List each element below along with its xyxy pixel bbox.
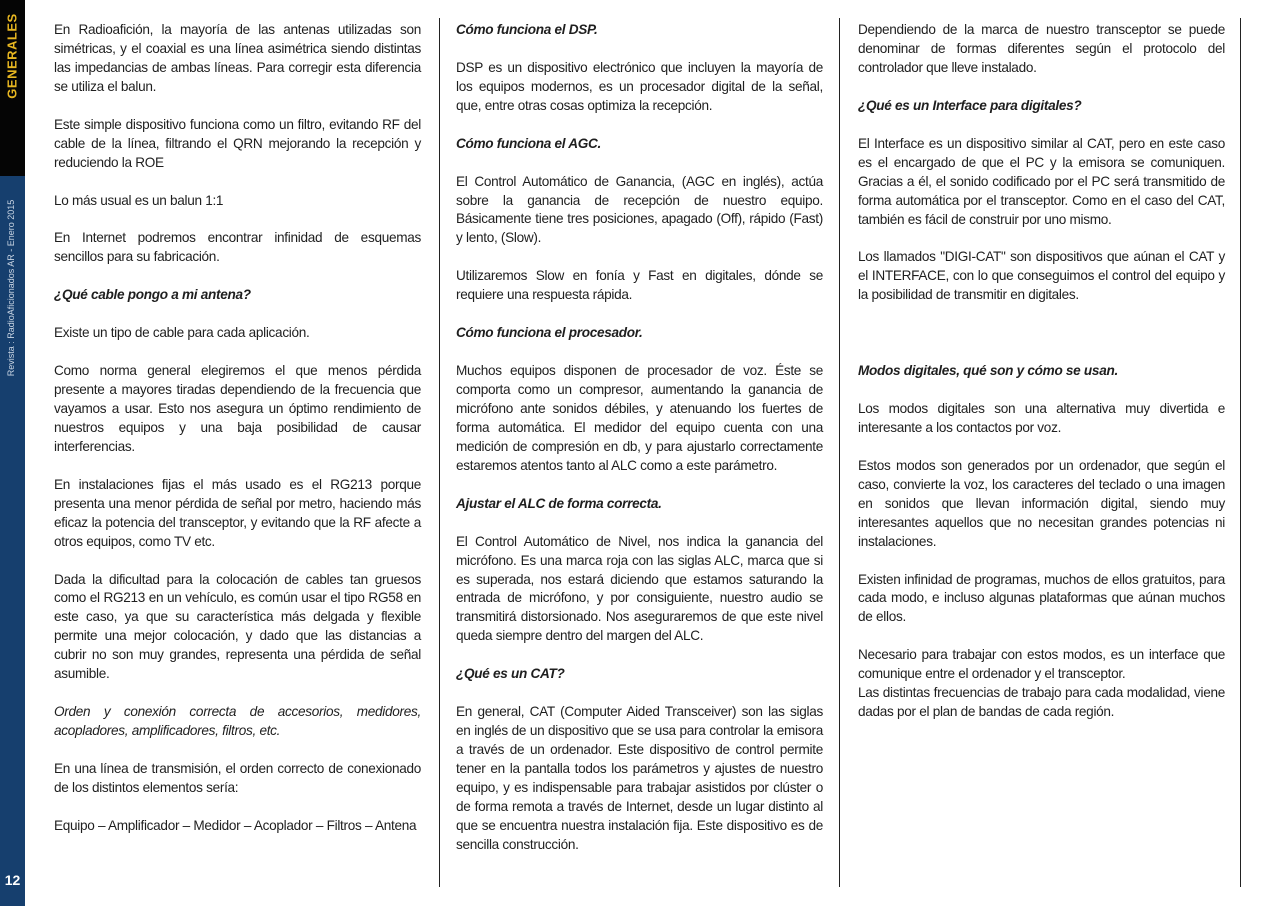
- paragraph: En general, CAT (Computer Aided Transceiver) son las siglas en inglés de un dispositivo que se usa para controlar la emisora a través de un ordenador. Este dispositivo de control permite tener en la pantalla todos los parámetros y ajustes de nuestro equipo, y es indispensable para trabajar asistidos por clúster o de forma remota a través de Internet, desde un lugar distinto al que se encuentra nuestra instalación fija. Este dispositivo es de sencilla construcción.: [456, 704, 823, 852]
- paragraph: Existe un tipo de cable para cada aplicación.: [54, 325, 310, 341]
- page-number: 12: [4, 872, 21, 888]
- paragraph: En instalaciones fijas el más usado es el RG213 porque presenta una menor pérdida de señal por metro, haciendo más eficaz la potencia del transceptor, y evitando que la RF afecte a otros equipos, como TV etc.: [54, 476, 421, 549]
- paragraph: DSP es un dispositivo electrónico que incluyen la mayoría de los equipos modernos, es un procesador digital de la señal, que, entre otras cosas optimiza la recepción.: [456, 59, 823, 113]
- section-heading: ¿Qué es un CAT?: [456, 666, 565, 682]
- paragraph: En una línea de transmisión, el orden correcto de conexionado de los distintos elementos sería:: [54, 761, 421, 795]
- paragraph: Este simple dispositivo funciona como un filtro, evitando RF del cable de la línea, filtrando el QRN mejorando la recepción y reduciendo la ROE: [54, 116, 421, 170]
- section-heading: Cómo funciona el AGC.: [456, 135, 601, 151]
- paragraph: Utilizaremos Slow en fonía y Fast en digitales, dónde se requiere una respuesta rápida.: [456, 268, 823, 303]
- paragraph: Dependiendo de la marca de nuestro transceptor se puede denominar de formas diferentes según el protocolo del controlador que lleve instalado.: [858, 22, 1225, 75]
- column-spacer: [858, 305, 1225, 362]
- section-heading: ¿Qué es un Interface para digitales?: [858, 97, 1082, 113]
- paragraph: Los llamados "DIGI-CAT" son dispositivos que aúnan el CAT y el INTERFACE, con lo que conseguimos el control del equipo y la posibilidad de transmitir en digitales.: [858, 249, 1225, 303]
- section-label: GENERALES: [4, 13, 20, 99]
- paragraph: Como norma general elegiremos el que menos pérdida presente a mayores tiradas dependiendo de la frecuencia que vayamos a usar. Esto nos asegura un óptimo rendimiento de nuestros equipos y una baja posibilidad de causar interferencias.: [54, 363, 421, 454]
- paragraph: Lo más usual es un balun 1:1: [54, 192, 224, 208]
- section-heading: ¿Qué cable pongo a mi antena?: [54, 287, 251, 303]
- paragraph: Las distintas frecuencias de trabajo para cada modalidad, viene dadas por el plan de bandas de cada región.: [858, 685, 1225, 720]
- text-column-3: [858, 21, 1225, 741]
- paragraph: Dada la dificultad para la colocación de cables tan gruesos como el RG213 en un vehículo, es común usar el tipo RG58 en este caso, ya que su característica más delgada y flexible permite una mejor colocación, y dado que las distancias a cubrir no son muy grandes, representa una pérdida de señal asumible.: [54, 571, 421, 682]
- paragraph: Muchos equipos disponen de procesador de voz. Éste se comporta como un compresor, aumentando la ganancia de micrófono ante sonidos débiles, y atenuando los fuertes de forma automática. El medidor del equipo cuenta con una medición de compresión en db, y para ajustarlo correctamente estaremos atentos tanto al ALC como a este parámetro.: [456, 363, 823, 473]
- column-divider: [839, 18, 840, 887]
- italic-subheading: Orden y conexión correcta de accesorios, medidores, acopladores, amplificadores, filtros, etc.: [54, 704, 421, 739]
- section-heading: Cómo funciona el DSP.: [456, 22, 598, 37]
- paragraph: Los modos digitales son una alternativa muy divertida e interesante a los contactos por voz.: [858, 400, 1225, 435]
- paragraph: Existen infinidad de programas, muchos de ellos gratuitos, para cada modo, e incluso algunas plataformas que aúnan muchos de ellos.: [858, 571, 1225, 625]
- section-heading: Cómo funciona el procesador.: [456, 325, 643, 341]
- magazine-caption: Revista : RadioAficionados AR - Enero 2015: [6, 199, 16, 377]
- paragraph: En Radioafición, la mayoría de las antenas utilizadas son simétricas, y el coaxial es una línea asimétrica siendo distintas las impedancias de ambas líneas. Para corregir esta diferencia se utiliza el balun.: [54, 22, 421, 94]
- text-column-2: [456, 21, 823, 874]
- paragraph: En Internet podremos encontrar infinidad de esquemas sencillos para su fabricación.: [54, 230, 421, 265]
- paragraph: Equipo – Amplificador – Medidor – Acoplador – Filtros – Antena: [54, 817, 417, 833]
- sidebar-section-band: [0, 0, 25, 176]
- paragraph: Estos modos son generados por un ordenador, que según el caso, convierte la voz, los caracteres del teclado o una imagen en sonidos que llevan información digital, siendo muy interesantes aquellos que no necesitan grandes potencias ni instalaciones.: [858, 457, 1225, 549]
- paragraph: El Control Automático de Nivel, nos indica la ganancia del micrófono. Es una marca roja con las siglas ALC, marca que si es superada, nos estará diciendo que estamos saturando la entrada de micrófono, y por consiguiente, nuestro audio se transmitirá distorsionado. Nos aseguraremos de que este nivel queda siempre dentro del margen del ALC.: [456, 533, 823, 644]
- section-heading: Ajustar el ALC de forma correcta.: [456, 495, 662, 511]
- paragraph: El Interface es un dispositivo similar al CAT, pero en este caso es el encargado de que el PC y la emisora se comuniquen. Gracias a él, el sonido codificado por el PC será transmitido de forma automática por el transceptor. Como en el caso del CAT, también es fácil de construir por uno mismo.: [858, 135, 1225, 227]
- column-divider: [1240, 18, 1241, 887]
- paragraph: El Control Automático de Ganancia, (AGC en inglés), actúa sobre la ganancia de recepción de nuestro equipo. Básicamente tiene tres posiciones, apagado (Off), rápido (Fast) y lento, (Slow).: [456, 173, 823, 246]
- section-heading: Modos digitales, qué son y cómo se usan.: [858, 363, 1118, 379]
- text-column-1: [54, 21, 421, 855]
- column-divider: [439, 18, 440, 887]
- paragraph: Necesario para trabajar con estos modos, es un interface que comunique entre el ordenador y el transceptor.: [858, 647, 1225, 682]
- sidebar: [0, 0, 25, 906]
